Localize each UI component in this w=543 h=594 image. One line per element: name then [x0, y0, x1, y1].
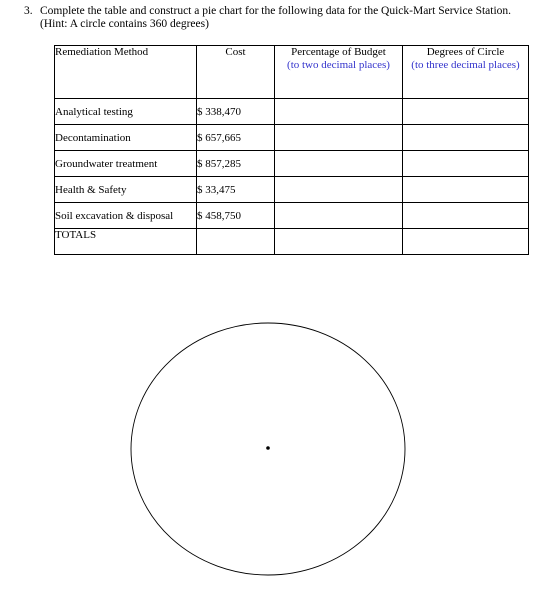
question-number: 3. [24, 5, 33, 17]
row-cost: $ 338,470 [197, 99, 275, 125]
row-method: Soil excavation & disposal [55, 203, 197, 229]
row-cost: $ 657,665 [197, 125, 275, 151]
row-method: Health & Safety [55, 177, 197, 203]
row-method: Groundwater treatment [55, 151, 197, 177]
header-degrees-label: Degrees of Circle [426, 46, 505, 58]
header-percentage-label: Percentage of Budget [291, 46, 386, 58]
header-percentage-note: (to two decimal places) [287, 59, 390, 71]
header-degrees-note: (to three decimal places) [411, 59, 520, 71]
row-method: Analytical testing [55, 99, 197, 125]
totals-label: TOTALS [55, 229, 197, 255]
question-hint: (Hint: A circle contains 360 degrees) [40, 18, 209, 30]
row-cost: $ 857,285 [197, 151, 275, 177]
row-cost: $ 458,750 [197, 203, 275, 229]
header-cost: Cost [197, 46, 275, 99]
pie-chart-center-dot [266, 446, 270, 450]
row-cost: $ 33,475 [197, 177, 275, 203]
row-method: Decontamination [55, 125, 197, 151]
question-text: Complete the table and construct a pie chart for the following data for the Quick-Mart Service Station. [40, 5, 512, 17]
header-remediation-method: Remediation Method [55, 46, 197, 99]
